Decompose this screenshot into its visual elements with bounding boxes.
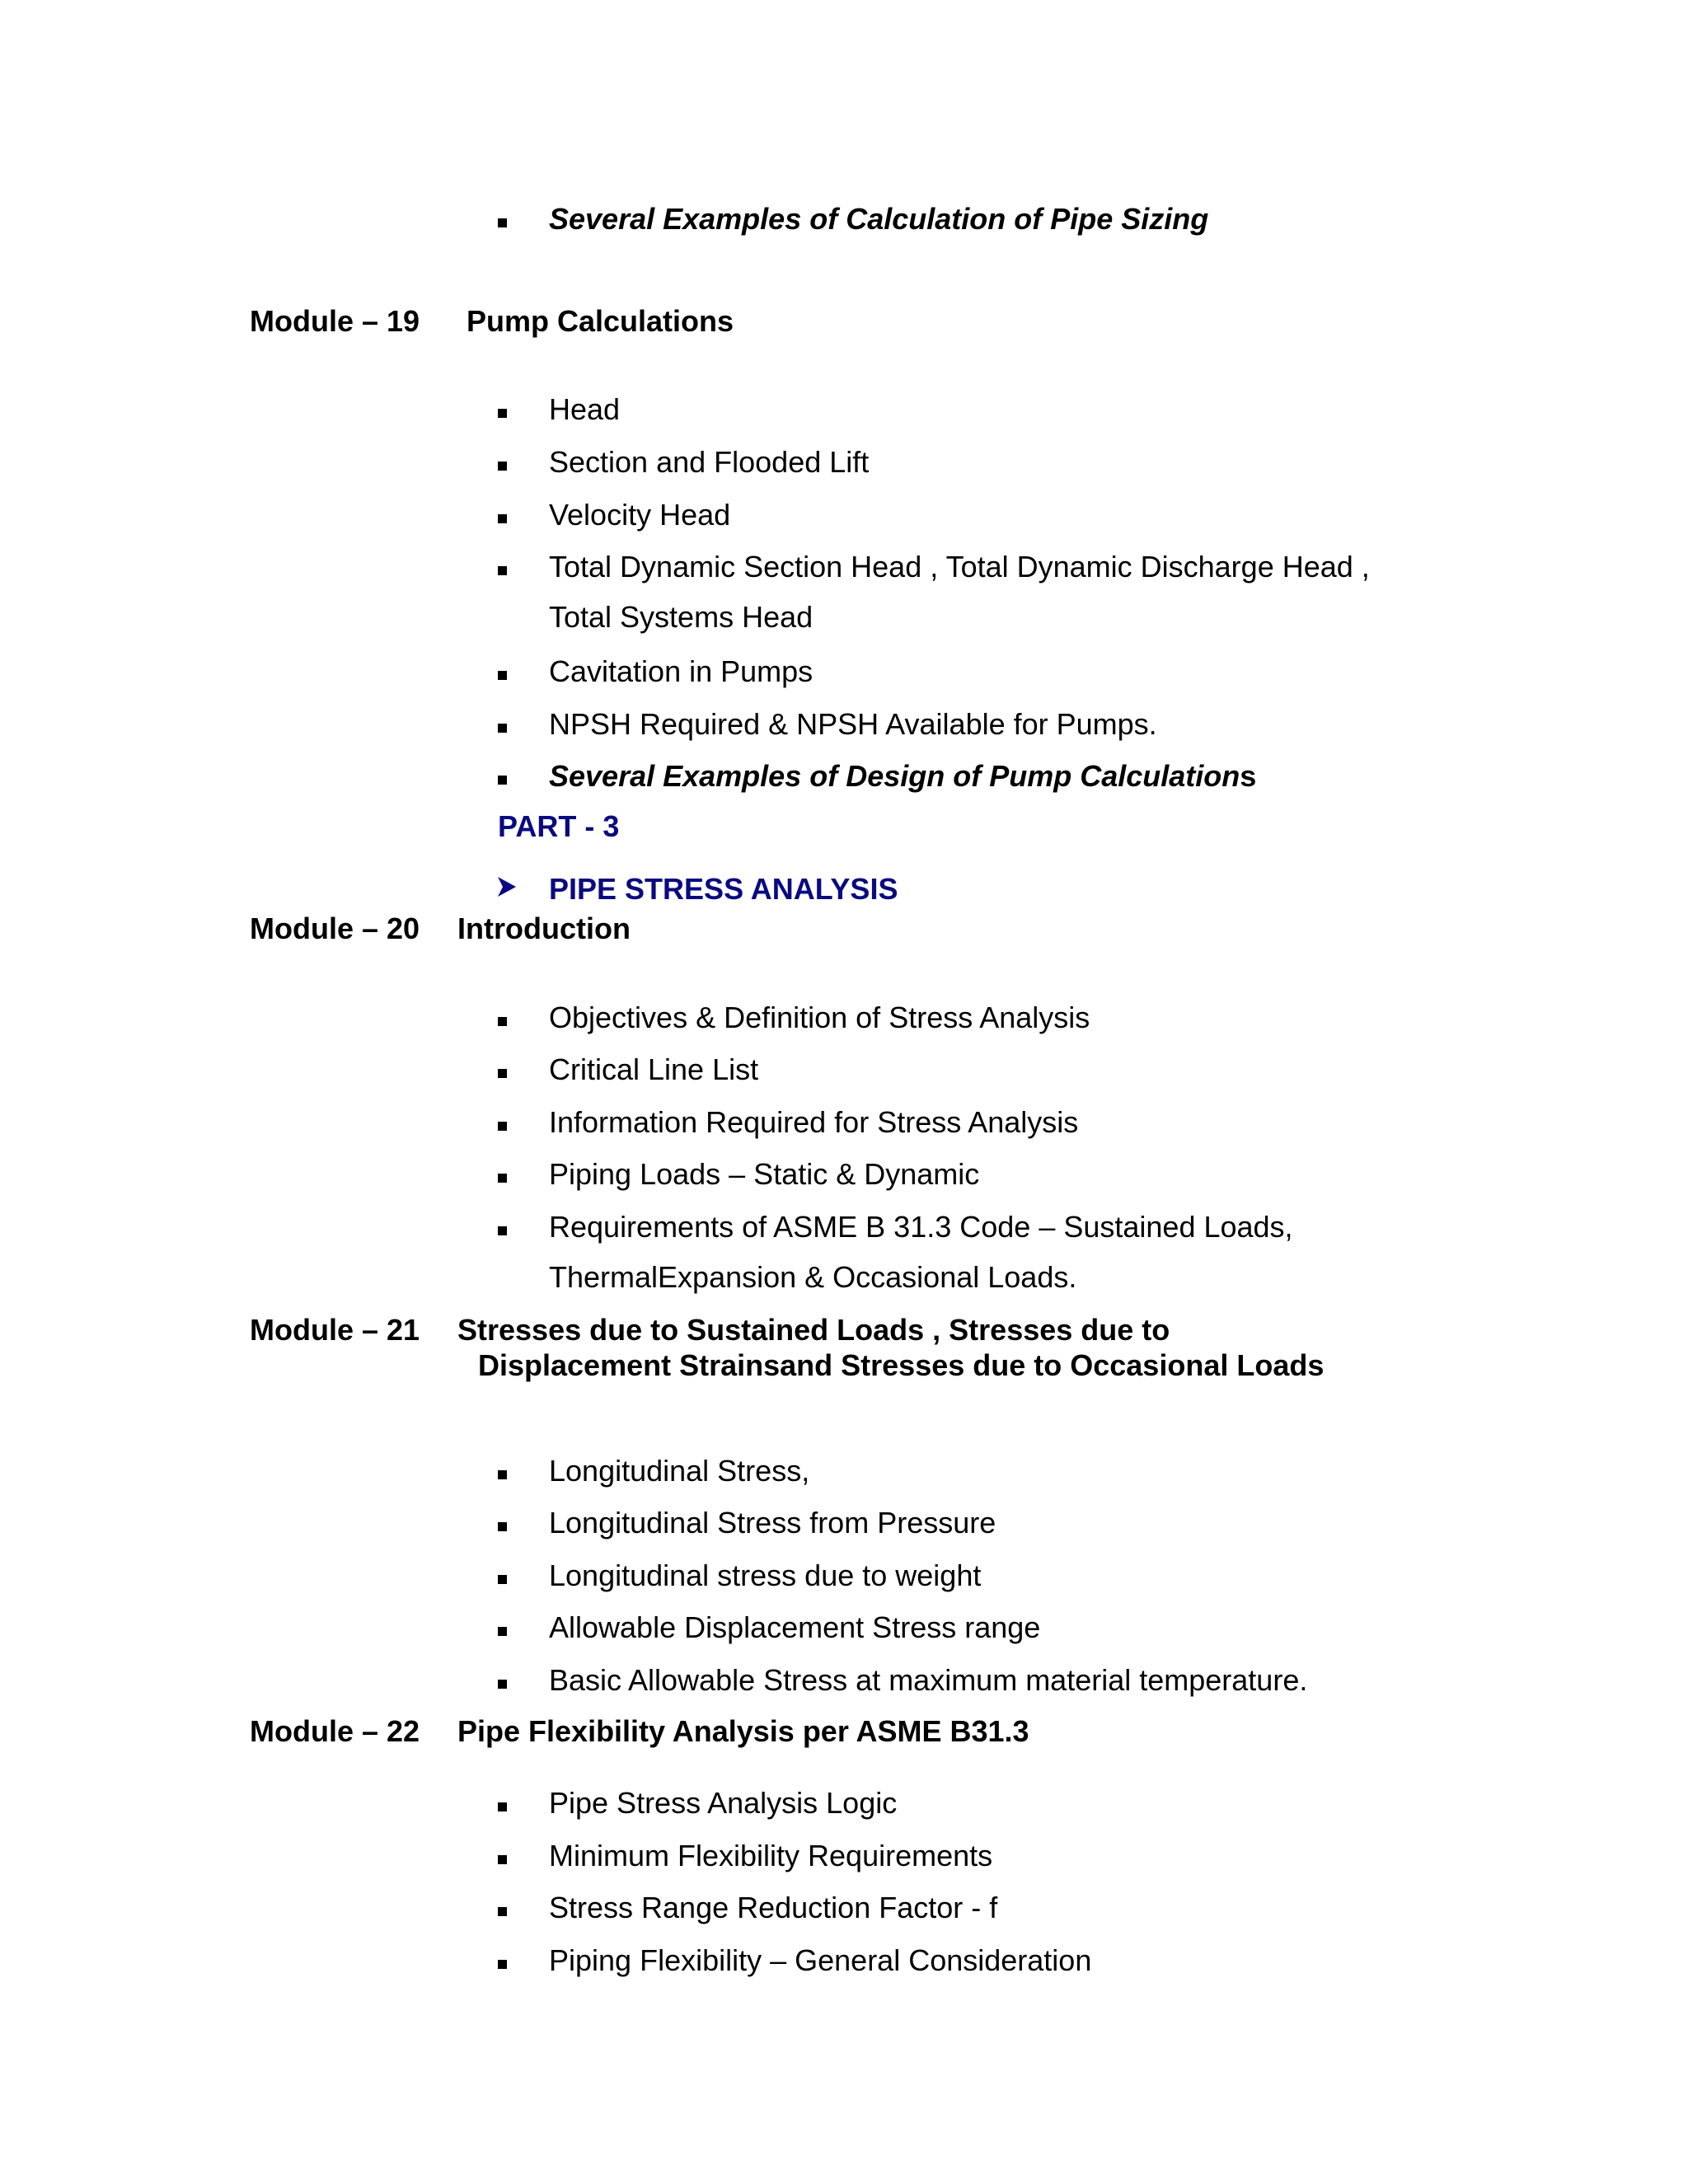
list-item-text: Minimum Flexibility Requirements [549, 1839, 993, 1872]
module-19-label: Module – 19 [250, 304, 420, 338]
part-heading: PIPE STRESS ANALYSIS [549, 872, 898, 906]
square-bullet-icon [498, 1017, 507, 1026]
module-19-title: Pump Calculations [467, 304, 734, 338]
square-bullet-icon [498, 1069, 507, 1078]
square-bullet-icon [498, 1802, 507, 1811]
list-item-text: Basic Allowable Stress at maximum material temperature. [549, 1663, 1308, 1697]
square-bullet-icon [498, 1522, 507, 1531]
list-item-continuation: ThermalExpansion & Occasional Loads. [549, 1260, 1077, 1294]
square-bullet-icon [498, 1627, 507, 1636]
list-item-text: Longitudinal Stress from Pressure [549, 1506, 996, 1540]
list-item-text: Head [549, 392, 621, 426]
list-item-text: Stress Range Reduction Factor - f [549, 1891, 998, 1924]
list-item-text: Information Required for Stress Analysis [549, 1105, 1079, 1139]
module-21-label: Module – 21 [250, 1313, 420, 1347]
module-21-title-line2: Displacement Strainsand Stresses due to Occasional Loads [478, 1348, 1325, 1382]
list-item-text: Longitudinal Stress, [549, 1454, 810, 1488]
square-bullet-icon [498, 1226, 507, 1235]
list-item-text: Allowable Displacement Stress range [549, 1610, 1041, 1644]
list-item-text: Critical Line List [549, 1052, 759, 1086]
module-20-title: Introduction [457, 912, 631, 945]
list-item-text: Piping Flexibility – General Consideration [549, 1943, 1092, 1977]
list-item-text: Section and Flooded Lift [549, 445, 870, 479]
list-item-text: Objectives & Definition of Stress Analysis [549, 1001, 1090, 1034]
list-item-text: Longitudinal stress due to weight [549, 1558, 982, 1592]
list-item-continuation: Total Systems Head [549, 600, 814, 634]
square-bullet-icon [498, 1470, 507, 1479]
square-bullet-icon [498, 1960, 507, 1969]
square-bullet-icon [498, 1122, 507, 1131]
list-item-text: Velocity Head [549, 498, 731, 532]
list-item-text [549, 758, 1256, 794]
list-item-text: Cavitation in Pumps [549, 654, 814, 688]
list-item-text: Requirements of ASME B 31.3 Code – Sustained Loads, [549, 1210, 1293, 1244]
list-item-text: Total Dynamic Section Head , Total Dynamic Discharge Head , [549, 550, 1370, 583]
square-bullet-icon [498, 1855, 507, 1864]
module-20-label: Module – 20 [250, 912, 420, 945]
module-21-title-line1: Stresses due to Sustained Loads , Stresses due to [457, 1313, 1170, 1347]
square-bullet-icon [498, 1680, 507, 1689]
list-item-text: Pipe Stress Analysis Logic [549, 1786, 898, 1820]
list-item-text-emphasis: Several Examples of Design of Pump Calculation [549, 759, 1240, 793]
square-bullet-icon [498, 1907, 507, 1916]
list-item-text-tail: s [1240, 759, 1257, 793]
square-bullet-icon [498, 1174, 507, 1183]
square-bullet-icon [498, 566, 507, 575]
module-22-title: Pipe Flexibility Analysis per ASME B31.3 [457, 1714, 1029, 1748]
square-bullet-icon [498, 218, 507, 227]
module-22-label: Module – 22 [250, 1714, 420, 1748]
square-bullet-icon [498, 514, 507, 523]
list-item-text: Several Examples of Calculation of Pipe Sizing [549, 202, 1209, 236]
list-item-text: NPSH Required & NPSH Available for Pumps. [549, 707, 1157, 741]
square-bullet-icon [498, 462, 507, 471]
square-bullet-icon [498, 724, 507, 733]
square-bullet-icon [498, 409, 507, 418]
square-bullet-icon [498, 776, 507, 785]
part-label: PART - 3 [498, 809, 620, 843]
arrow-bullet-icon [498, 877, 516, 897]
square-bullet-icon [498, 671, 507, 680]
list-item-text: Piping Loads – Static & Dynamic [549, 1157, 980, 1191]
square-bullet-icon [498, 1575, 507, 1584]
